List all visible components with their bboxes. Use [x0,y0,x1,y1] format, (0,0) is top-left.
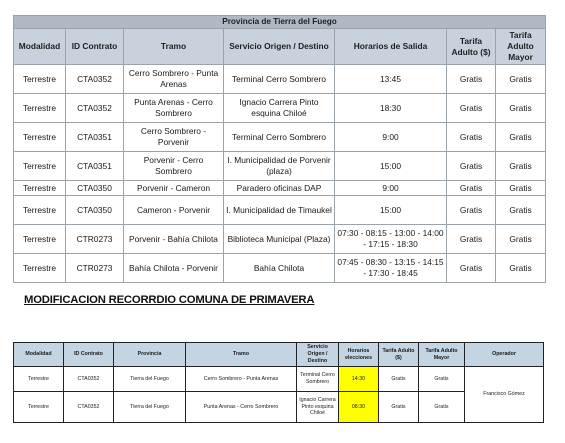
table-cell: Bahía Chilota [224,254,335,283]
table-cell: Gratis [447,225,496,254]
table-cell: Terminal Cerro Sombrero [224,123,335,152]
table-cell: Gratis [496,65,546,94]
table-cell: Paradero oficinas DAP [224,181,335,196]
table-cell: Terrestre [14,367,64,392]
table-cell: I. Municipalidad de Porvenir (plaza) [224,152,335,181]
table-cell: CTA0350 [66,181,124,196]
table-cell: Gratis [496,152,546,181]
table-row [14,181,546,196]
table-cell: 07:45 - 08:30 - 13:15 - 14:15 - 17:30 - 18:45 [335,254,447,283]
table-cell: 18:30 [335,94,447,123]
column-header: Operador [465,343,544,367]
table-cell: Terrestre [14,94,66,123]
table-cell: I. Municipalidad de Timaukel [224,196,335,225]
table-row [14,94,546,123]
table-cell: CTA0352 [64,367,114,392]
table-cell: Gratis [447,152,496,181]
table-cell: Gratis [447,254,496,283]
section-title: MODIFICACION RECORRDIO COMUNA DE PRIMAVERA [24,294,315,306]
table-cell: Gratis [379,392,419,423]
table-cell: Gratis [419,367,465,392]
column-header: Servicio Origen / Destino [297,343,339,367]
table-cell: Porvenir - Bahía Chilota [124,225,224,254]
column-header: Tramo [186,343,297,367]
table-cell: Terrestre [14,196,66,225]
table-cell: 15:00 [335,196,447,225]
highlighted-time-cell: 08:30 [339,392,379,423]
column-header: Tramo [124,29,224,65]
table-row [14,367,544,392]
table-cell: CTA0351 [66,123,124,152]
table-row [14,225,546,254]
table-cell: 9:00 [335,181,447,196]
table-cell: Tierra del Fuego [114,367,186,392]
table-cell: Gratis [447,65,496,94]
table-cell: Gratis [496,254,546,283]
column-header: Horarios de Salida [335,29,447,65]
operator-cell: Francisco Gómez [465,367,544,423]
table-cell: 13:45 [335,65,447,94]
table-cell: 07:30 - 08:15 - 13:00 - 14:00 - 17:15 - 18:30 [335,225,447,254]
table-cell: CTA0351 [66,152,124,181]
table-cell: Terrestre [14,225,66,254]
table-cell: Tierra del Fuego [114,392,186,423]
table-row [14,196,546,225]
schedule-table-tierra-del-fuego [13,15,546,283]
table-title: Provincia de Tierra del Fuego [14,16,546,29]
column-header: ID Contrato [64,343,114,367]
table-cell: Cerro Sombrero - Porvenir [124,123,224,152]
table-cell: Cerro Sombrero - Punta Arenas [186,367,297,392]
table-cell: Ignacio Carrera Pinto esquina Chiloé [224,94,335,123]
table-cell: CTA0352 [66,65,124,94]
table-cell: Terminal Cerro Sombrero [224,65,335,94]
table-cell: Gratis [419,392,465,423]
table-cell: Gratis [379,367,419,392]
table-cell: 15:00 [335,152,447,181]
table-cell: CTR0273 [66,254,124,283]
schedule-table-primavera [13,342,544,423]
column-header: ID Contrato [66,29,124,65]
table-cell: CTA0350 [66,196,124,225]
table-row [14,123,546,152]
table-cell: Gratis [447,196,496,225]
table-cell: Gratis [447,94,496,123]
table-cell: Ignacio Carrera Pinto esquina Chiloé [297,392,339,423]
table-cell: Porvenir - Cameron [124,181,224,196]
table-cell: Terrestre [14,123,66,152]
table-cell: Gratis [496,181,546,196]
table-cell: CTR0273 [66,225,124,254]
table-cell: Gratis [496,196,546,225]
column-header: Horarios elecciones [339,343,379,367]
column-header: Tarifa Adulto ($) [447,29,496,65]
table-row [14,254,546,283]
column-header: Modalidad [14,29,66,65]
table-cell: Punta Arenas - Cerro Sombrero [186,392,297,423]
table-cell: Biblioteca Municipal (Plaza) [224,225,335,254]
table-cell: Gratis [496,123,546,152]
table-cell: Terrestre [14,392,64,423]
highlighted-time-cell: 14:30 [339,367,379,392]
table-cell: Terrestre [14,181,66,196]
table-cell: Cerro Sombrero - Punta Arenas [124,65,224,94]
table-cell: CTA0352 [66,94,124,123]
table-cell: Terrestre [14,152,66,181]
column-header: Provincia [114,343,186,367]
table-row [14,392,544,423]
table-cell: Gratis [447,123,496,152]
table-cell: Bahía Chilota - Porvenir [124,254,224,283]
table-cell: Gratis [496,225,546,254]
column-header: Modalidad [14,343,64,367]
table-cell: Punta Arenas - Cerro Sombrero [124,94,224,123]
header-row [14,343,544,367]
table-cell: CTA0352 [64,392,114,423]
table-cell: Gratis [496,94,546,123]
table-cell: 9:00 [335,123,447,152]
column-header: Tarifa Adulto ($) [379,343,419,367]
header-row [14,29,546,65]
column-header: Servicio Origen / Destino [224,29,335,65]
column-header: Tarifa Adulto Mayor [496,29,546,65]
table-cell: Terminal Cerro Sombrero [297,367,339,392]
table-cell: Porvenir - Cerro Sombrero [124,152,224,181]
table-cell: Cameron - Porvenir [124,196,224,225]
table-row [14,65,546,94]
table-cell: Terrestre [14,65,66,94]
table-cell: Gratis [447,181,496,196]
table-row [14,152,546,181]
table-cell: Terrestre [14,254,66,283]
column-header: Tarifa Adulto Mayor [419,343,465,367]
